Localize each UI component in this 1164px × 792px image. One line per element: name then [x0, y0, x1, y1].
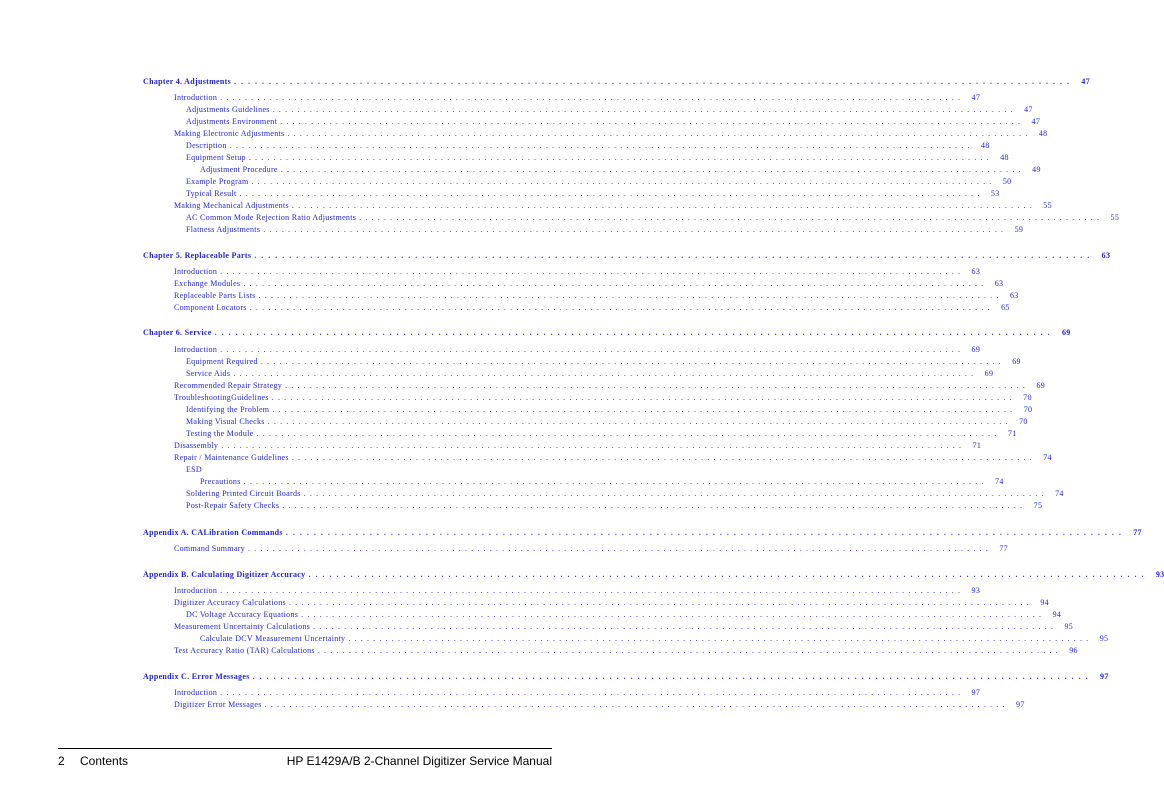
toc-entry-link[interactable] [200, 165, 1041, 177]
toc-entry-link[interactable] [174, 688, 981, 700]
toc-page-number: 63 [1094, 251, 1110, 260]
toc-entry-title: TroubleshootingGuidelines [174, 393, 272, 402]
toc-entry-link[interactable] [186, 417, 1028, 429]
toc-entry-title: Appendix A. CALibration Commands [143, 528, 286, 537]
toc-page-number: 48 [1031, 129, 1047, 138]
toc-entry-title: Disassembly [174, 441, 221, 450]
toc-entry-title: Description [186, 141, 230, 150]
toc-leader-dots: ........................................................................................................................ [247, 544, 992, 553]
toc-page-number: 70 [1016, 405, 1032, 414]
toc-chapter-link[interactable] [143, 77, 1091, 89]
toc-leader-dots: ........................................................................................................................ [291, 453, 1036, 462]
toc-entry-link[interactable] [186, 405, 1033, 417]
toc-entry-link[interactable] [174, 93, 981, 105]
toc-entry-title: Flatness Adjustments [186, 225, 263, 234]
toc-page-number: 53 [984, 189, 1000, 198]
toc-page-number: 63 [987, 279, 1003, 288]
toc-entry-title: Making Mechanical Adjustments [174, 201, 292, 210]
toc-entry-link[interactable] [200, 634, 1109, 646]
toc-entry-link[interactable] [186, 189, 1000, 201]
toc-leader-dots: ........................................................................................................................ [303, 489, 1048, 498]
toc-page-number: 70 [1016, 393, 1032, 402]
toc-leader-dots: ........................................................................................................................ [285, 528, 1126, 537]
toc-page-number: 63 [964, 267, 980, 276]
toc-leader-dots: ........................................................................................................................ [254, 251, 1095, 260]
toc-page-number: 97 [1009, 700, 1025, 709]
toc-entry-link[interactable] [186, 141, 990, 153]
toc-entry-title: Identifying the Problem [186, 405, 272, 414]
toc-entry-link[interactable] [174, 279, 1004, 291]
toc-entry-link[interactable] [186, 117, 1041, 129]
toc-chapter-link[interactable] [143, 528, 1142, 540]
toc-entry-title: Typical Result [186, 189, 240, 198]
toc-page-number: 77 [992, 544, 1008, 553]
toc-entry-title: Test Accuracy Ratio (TAR) Calculations [174, 646, 318, 655]
toc-entry-title: Equipment Setup [186, 153, 249, 162]
toc-leader-dots: ........................................................................................................................ [249, 303, 994, 312]
toc-entry-title: Adjustments Environment [186, 117, 280, 126]
toc-entry-link[interactable] [174, 646, 1078, 658]
toc-leader-dots: ........................................................................................................................ [220, 586, 965, 595]
toc-entry-link[interactable] [186, 357, 1021, 369]
toc-entry-title: Calculate DCV Measurement Uncertainty [200, 634, 348, 643]
toc-leader-dots: ........................................................................................................................ [252, 672, 1093, 681]
toc-entry-link[interactable] [174, 393, 1032, 405]
toc-leader-dots: ........................................................................................................................ [248, 153, 993, 162]
toc-leader-dots: ........................................................................................................................ [220, 688, 965, 697]
toc-leader-dots: ........................................................................................................................ [285, 381, 1030, 390]
toc-entry-link[interactable] [174, 303, 1010, 315]
toc-page-number: 74 [988, 477, 1004, 486]
toc-entry-link[interactable] [200, 477, 1004, 489]
toc-chapter-link[interactable] [143, 328, 1071, 340]
toc-entry-link[interactable] [186, 213, 1120, 225]
toc-entry-link[interactable] [174, 345, 981, 357]
toc-leader-dots: ........................................................................................................................ [288, 598, 1033, 607]
toc-entry-title: Introduction [174, 93, 220, 102]
toc-leader-dots: ........................................................................................................................ [243, 477, 988, 486]
toc-leader-dots: ........................................................................................................................ [272, 105, 1017, 114]
toc-leader-dots: ........................................................................................................................ [233, 369, 978, 378]
toc-chapter-link[interactable] [143, 570, 1164, 582]
toc-page-number: 94 [1033, 598, 1049, 607]
toc-entry-link[interactable] [186, 177, 1012, 189]
toc-page-number: 55 [1103, 213, 1119, 222]
toc-leader-dots: ........................................................................................................................ [359, 213, 1104, 222]
toc-page-number: 65 [994, 303, 1010, 312]
toc-page-number: 48 [974, 141, 990, 150]
toc-entry-title: Appendix B. Calculating Digitizer Accuracy [143, 570, 308, 579]
toc-page-number: 69 [1005, 357, 1021, 366]
toc-leader-dots: ........................................................................................................................ [267, 417, 1012, 426]
toc-page-number: 71 [1001, 429, 1017, 438]
toc-entry-title: Introduction [174, 345, 220, 354]
toc-page-number: 55 [1036, 201, 1052, 210]
toc-leader-dots: ........................................................................................................................ [308, 570, 1149, 579]
toc-entry-title: Digitizer Accuracy Calculations [174, 598, 289, 607]
toc-page-number: 69 [964, 345, 980, 354]
toc-entry-link[interactable] [174, 381, 1046, 393]
toc-page-number: 93 [964, 586, 980, 595]
toc-entry-title: Adjustments Guidelines [186, 105, 273, 114]
toc-leader-dots: ........................................................................................................................ [256, 429, 1001, 438]
toc-page-number: 94 [1045, 610, 1061, 619]
toc-page-number: 59 [1007, 225, 1023, 234]
toc-page-number: 71 [965, 441, 981, 450]
toc-leader-dots: ........................................................................................................................ [280, 165, 1025, 174]
toc-page-number: 93 [1148, 570, 1164, 579]
toc-page-number: 75 [1026, 501, 1042, 510]
toc-entry-link[interactable] [174, 201, 1052, 213]
toc-entry-link[interactable] [186, 225, 1024, 237]
toc-entry-title: DC Voltage Accuracy Equations [186, 610, 301, 619]
toc-entry-title: Example Program [186, 177, 251, 186]
toc-leader-dots: ........................................................................................................................ [291, 201, 1036, 210]
footer-rule [58, 748, 552, 749]
toc-leader-dots: ........................................................................................................................ [220, 267, 965, 276]
footer-page-number: 2 [58, 754, 65, 768]
toc-leader-dots: ........................................................................................................................ [264, 700, 1009, 709]
toc-chapter-link[interactable] [143, 251, 1111, 263]
footer-manual-title: HP E1429A/B 2-Channel Digitizer Service Manual [286, 754, 552, 768]
toc-entry-link[interactable] [174, 291, 1019, 303]
toc-entry-title: Precautions [200, 477, 244, 486]
toc-page-number: 50 [995, 177, 1011, 186]
toc-leader-dots: ........................................................................................................................ [280, 117, 1025, 126]
toc-page-number: 69 [977, 369, 993, 378]
toc-entry-title: Measurement Uncertainty Calculations [174, 622, 313, 631]
toc-entry-link[interactable] [174, 453, 1052, 465]
toc-entry-link[interactable] [186, 105, 1033, 117]
toc-entry-link[interactable] [174, 129, 1048, 141]
toc-leader-dots: ........................................................................................................................ [271, 393, 1016, 402]
toc-page-number: 74 [1036, 453, 1052, 462]
toc-entry-title: Adjustment Procedure [200, 165, 281, 174]
toc-entry-title: Testing the Module [186, 429, 257, 438]
toc-leader-dots: ........................................................................................................................ [220, 345, 965, 354]
toc-page-number: 63 [1003, 291, 1019, 300]
toc-entry-title: Recommended Repair Strategy [174, 381, 285, 390]
toc-entry-link[interactable] [186, 489, 1064, 501]
toc-leader-dots: ........................................................................................................................ [220, 93, 965, 102]
toc-entry-title: Digitizer Error Messages [174, 700, 265, 709]
toc-page-number: 47 [1017, 105, 1033, 114]
toc-entry-link[interactable] [174, 441, 982, 453]
toc-page-number: 74 [1048, 489, 1064, 498]
toc-entry-link[interactable] [186, 429, 1017, 441]
toc-entry-title: Making Electronic Adjustments [174, 129, 287, 138]
footer-section: Contents [80, 754, 129, 768]
toc-entry-title: Introduction [174, 688, 220, 697]
toc-leader-dots: ........................................................................................................................ [251, 177, 996, 186]
esd-label: ESD [186, 465, 203, 474]
toc-entry-title: Post-Repair Safety Checks [186, 501, 282, 510]
toc-leader-dots: ........................................................................................................................ [221, 441, 966, 450]
toc-leader-dots: ........................................................................................................................ [301, 610, 1046, 619]
toc-page-number: 49 [1025, 165, 1041, 174]
toc-leader-dots: ........................................................................................................................ [317, 646, 1062, 655]
toc-leader-dots: ........................................................................................................................ [263, 225, 1008, 234]
toc-entry-link[interactable] [186, 501, 1043, 513]
toc-leader-dots: ........................................................................................................................ [272, 405, 1017, 414]
toc-entry-title: Exchange Modules [174, 279, 243, 288]
toc-page-number: 47 [964, 93, 980, 102]
toc-leader-dots: ........................................................................................................................ [243, 279, 988, 288]
toc-leader-dots: ........................................................................................................................ [348, 634, 1093, 643]
toc-entry-title: Service Aids [186, 369, 233, 378]
toc-entry-link[interactable] [174, 586, 981, 598]
toc-page-number: 97 [964, 688, 980, 697]
toc-entry-title: Equipment Required [186, 357, 261, 366]
toc-page-number: 47 [1074, 77, 1090, 86]
toc-leader-dots: ........................................................................................................................ [258, 291, 1003, 300]
toc-entry-title: Chapter 6. Service [143, 328, 215, 337]
toc-entry-title: Chapter 5. Replaceable Parts [143, 251, 254, 260]
toc-leader-dots: ........................................................................................................................ [287, 129, 1032, 138]
toc-leader-dots: ........................................................................................................................ [214, 328, 1055, 337]
toc-entry-link[interactable] [186, 153, 1009, 165]
toc-entry-link[interactable] [186, 610, 1062, 622]
toc-leader-dots: ........................................................................................................................ [260, 357, 1005, 366]
toc-entry-title: Component Locators [174, 303, 250, 312]
toc-entry-title: Command Summary [174, 544, 248, 553]
toc-entry-title: Soldering Printed Circuit Boards [186, 489, 304, 498]
toc-page-number: 48 [993, 153, 1009, 162]
toc-leader-dots: ........................................................................................................................ [313, 622, 1058, 631]
toc-leader-dots: ........................................................................................................................ [239, 189, 984, 198]
toc-entry-link[interactable] [174, 622, 1074, 634]
toc-page-number: 47 [1024, 117, 1040, 126]
toc-entry-title: Introduction [174, 586, 220, 595]
toc-chapter-link[interactable] [143, 672, 1109, 684]
toc-entry-link[interactable] [174, 267, 981, 279]
toc-entry-title: Making Visual Checks [186, 417, 268, 426]
toc-entry-title: AC Common Mode Rejection Ratio Adjustments [186, 213, 359, 222]
toc-entry-title: Repair / Maintenance Guidelines [174, 453, 292, 462]
toc-page-number: 95 [1092, 634, 1108, 643]
toc-page-number: 95 [1057, 622, 1073, 631]
toc-leader-dots: ........................................................................................................................ [234, 77, 1075, 86]
toc-entry-link[interactable] [186, 369, 994, 381]
toc-page-number: 77 [1126, 528, 1142, 537]
toc-page-number: 96 [1062, 646, 1078, 655]
toc-page-number: 70 [1012, 417, 1028, 426]
toc-entry-title: Introduction [174, 267, 220, 276]
toc-entry-link[interactable] [174, 544, 1008, 556]
toc-entry-title: Appendix C. Error Messages [143, 672, 253, 681]
toc-page-number: 69 [1029, 381, 1045, 390]
toc-entry-title: Chapter 4. Adjustments [143, 77, 234, 86]
toc-entry-link[interactable] [174, 700, 1025, 712]
toc-page-number: 97 [1093, 672, 1109, 681]
toc-leader-dots: ........................................................................................................................ [229, 141, 974, 150]
toc-leader-dots: ........................................................................................................................ [282, 501, 1027, 510]
toc-entry-link[interactable] [174, 598, 1049, 610]
toc-page-number: 69 [1055, 328, 1071, 337]
toc-entry-title: Replaceable Parts Lists [174, 291, 259, 300]
